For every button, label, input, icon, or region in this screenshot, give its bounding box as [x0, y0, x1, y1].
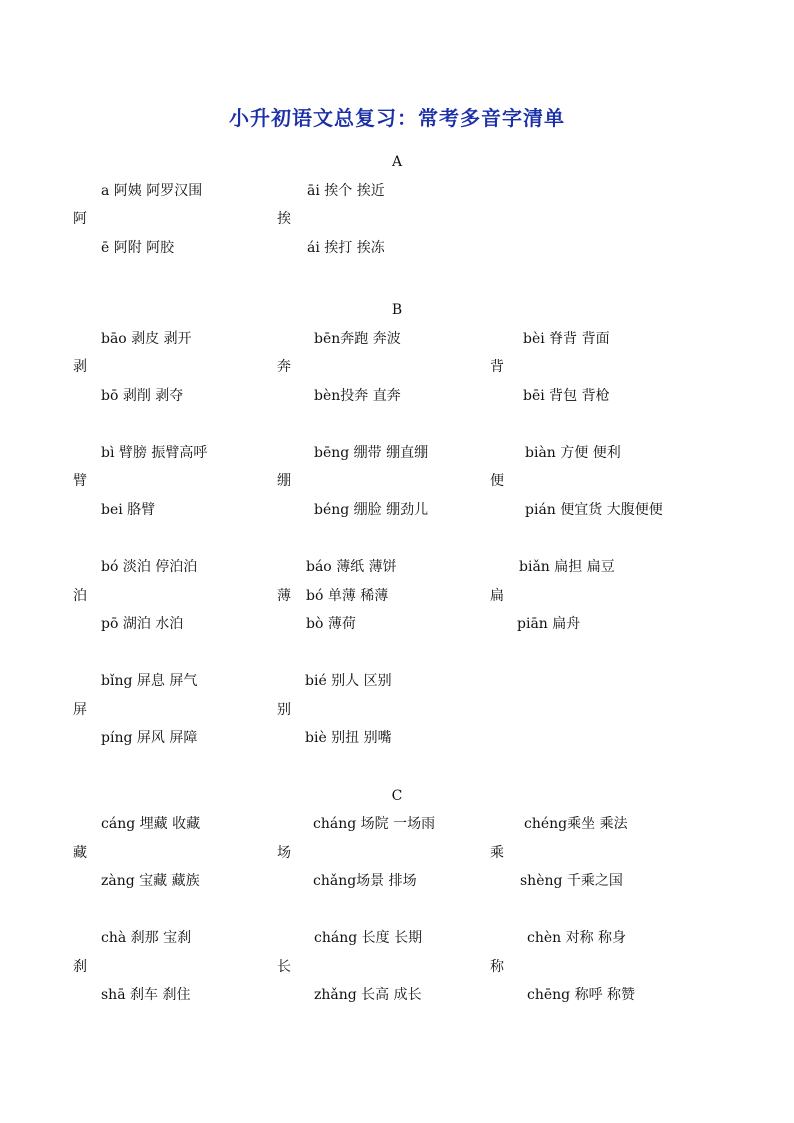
entry-pinyin: cháng 长度 长期: [314, 930, 423, 946]
entry-pinyin: cháng 场院 一场雨: [313, 816, 436, 832]
entry-char: 藏: [73, 845, 87, 861]
entry-char: 便: [490, 473, 504, 489]
page-title: 小升初语文总复习：常考多音字清单: [229, 106, 565, 130]
entry-pinyin: chèn 对称 称身: [527, 930, 627, 946]
entry-pinyin: bié 别人 区别: [305, 673, 392, 689]
entry-pinyin: shā 刹车 刹住: [101, 987, 191, 1003]
section-letter-b: B: [391, 302, 403, 318]
entry-pinyin: a 阿姨 阿罗汉围: [101, 183, 203, 199]
entry-pinyin: cáng 埋藏 收藏: [101, 816, 201, 832]
entry-char: 场: [277, 845, 291, 861]
entry-char: 背: [490, 359, 504, 375]
entry-pinyin: bó 淡泊 停泊泊: [101, 559, 198, 575]
entry-char: 乘: [490, 845, 504, 861]
entry-char: 奔: [277, 359, 291, 375]
entry-pinyin: bò 薄荷: [306, 616, 356, 632]
entry-char: 剥: [73, 359, 87, 375]
entry-char: 称: [490, 959, 504, 975]
entry-pinyin: shèng 千乘之国: [520, 873, 623, 889]
entry-pinyin: bāo 剥皮 剥开: [101, 331, 192, 347]
entry-char: 臂: [73, 473, 87, 489]
entry-char: 泊: [73, 588, 87, 604]
entry-char: 扁: [490, 588, 504, 604]
entry-char: 别: [277, 702, 291, 718]
entry-pinyin: bō 剥削 剥夺: [101, 388, 184, 404]
entry-pinyin: zhǎng 长高 成长: [314, 987, 422, 1003]
entry-pinyin: ái 挨打 挨冻: [307, 240, 385, 256]
entry-pinyin: bǐng 屏息 屏气: [101, 673, 198, 689]
entry-pinyin: pián 便宜货 大腹便便: [525, 502, 663, 518]
entry-pinyin: báo 薄纸 薄饼: [306, 559, 397, 575]
entry-char: 刹: [73, 959, 87, 975]
entry-char: 薄: [277, 588, 291, 604]
entry-pinyin: piān 扁舟: [517, 616, 581, 632]
entry-pinyin: biǎn 扁担 扁豆: [519, 559, 615, 575]
entry-pinyin: chà 刹那 宝刹: [101, 930, 192, 946]
section-letter-a: A: [391, 154, 403, 170]
entry-pinyin: zàng 宝藏 藏族: [101, 873, 200, 889]
section-letter-c: C: [391, 788, 403, 804]
entry-pinyin: biàn 方便 便利: [525, 445, 621, 461]
entry-pinyin: ē 阿附 阿胶: [101, 240, 175, 256]
entry-pinyin: bó 单薄 稀薄: [306, 588, 389, 604]
entry-pinyin: bèn投奔 直奔: [314, 388, 401, 404]
entry-pinyin: chēng 称呼 称赞: [527, 987, 636, 1003]
entry-pinyin: bei 胳臂: [101, 502, 156, 518]
entry-pinyin: bèi 脊背 背面: [523, 331, 610, 347]
entry-pinyin: bēn奔跑 奔波: [314, 331, 401, 347]
entry-pinyin: biè 别扭 别嘴: [305, 730, 392, 746]
entry-pinyin: chǎng场景 排场: [313, 873, 417, 889]
entry-pinyin: chéng乘坐 乘法: [524, 816, 628, 832]
entry-pinyin: bì 臂膀 振臂高呼: [101, 445, 208, 461]
entry-pinyin: pō 湖泊 水泊: [101, 616, 184, 632]
entry-char: 挨: [277, 211, 291, 227]
entry-char: 屏: [73, 702, 87, 718]
entry-char: 绷: [277, 473, 291, 489]
entry-pinyin: bēi 背包 背枪: [523, 388, 610, 404]
entry-pinyin: píng 屏风 屏障: [101, 730, 198, 746]
entry-pinyin: béng 绷脸 绷劲儿: [314, 502, 429, 518]
entry-char: 阿: [73, 211, 87, 227]
entry-pinyin: bēng 绷带 绷直绷: [314, 445, 429, 461]
entry-pinyin: āi 挨个 挨近: [307, 183, 385, 199]
entry-char: 长: [277, 959, 291, 975]
